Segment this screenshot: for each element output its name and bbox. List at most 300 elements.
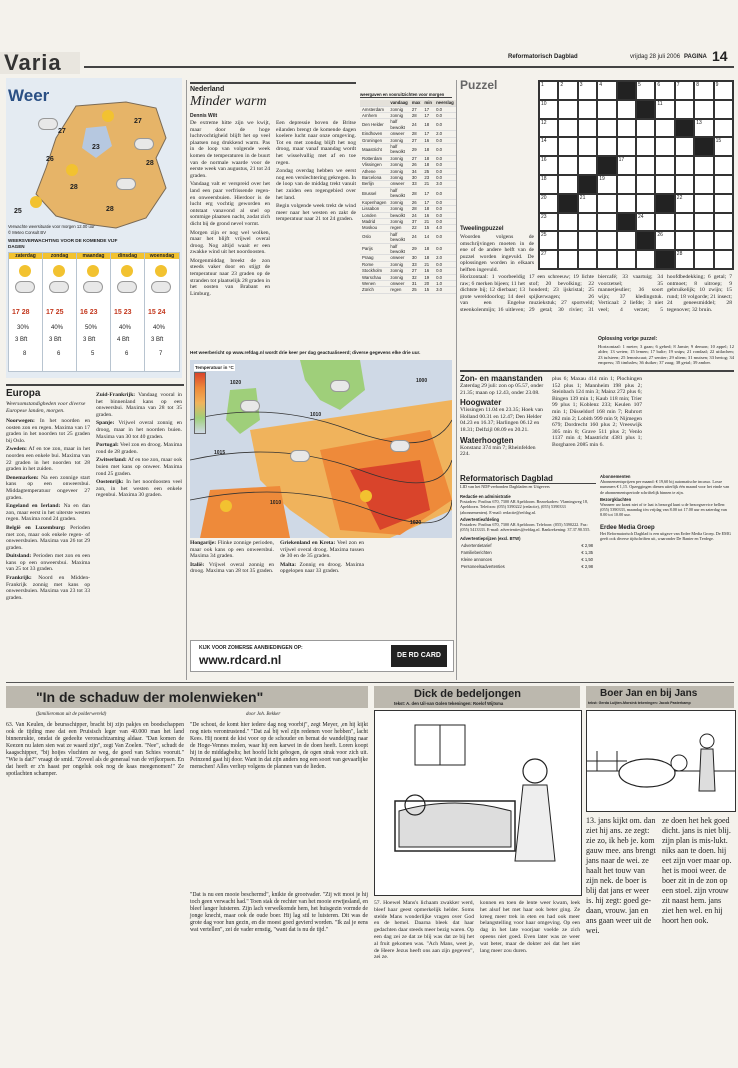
comic2-title-bar	[586, 686, 734, 708]
puzzle-cell-number: 19	[599, 176, 605, 182]
europe-col-2	[96, 392, 182, 501]
europe-region: Zweden: Af en toe zon, maar in het noorden een enkele bui. Maxima van 22 graden in het noorden tot 28 graden in het zuiden.	[6, 446, 90, 473]
erdee-title: Erdee Media Groep	[600, 524, 655, 531]
puzzle-cell[interactable]	[714, 194, 733, 213]
comic2-credits: tekst: Gerda Luijten-Morsink tekeningen: Jacob Pasterkamp	[588, 701, 691, 705]
weather-panel	[6, 78, 182, 378]
outlook-row	[8, 252, 180, 370]
feuilleton-author: door Joh. Bekker	[246, 712, 281, 717]
map-cloud-1	[38, 118, 58, 130]
puzzle-cell	[694, 137, 713, 156]
map-cloud-3	[116, 178, 136, 190]
map-sun-3	[30, 196, 42, 208]
europe-region: Malta: Zonnig en droog. Maxima opgelopen naar 33 graden.	[280, 561, 364, 575]
nederland-article	[190, 82, 356, 358]
table-row: Zürich regen 25 15 3.0	[360, 287, 456, 293]
feuilleton-title-bar	[6, 686, 368, 708]
puzzle-cell[interactable]	[597, 250, 616, 269]
outlook-wind: 4 Bft	[117, 337, 130, 343]
outlook-cloud-icon	[49, 281, 69, 293]
table-row: Groningen zonnig 27 16 0.0	[360, 137, 456, 143]
cow-body	[619, 759, 675, 787]
puzzle-cell[interactable]	[578, 194, 597, 213]
colophon-section-text: Wanneer uw krant niet of te laat is bezorgd kunt u de bezorgservice bellen: (055) 5390333, maandag t/m vrijdag van 8.00 tot 17.00 uur en zaterdag van 8.00 tot 10.00 uur.	[600, 502, 727, 518]
puzzle-cell[interactable]	[578, 250, 597, 269]
puzzle-cell[interactable]	[539, 250, 558, 269]
outlook-day	[110, 252, 145, 372]
table-row: Amsterdam zonnig 27 17 0.0	[360, 106, 456, 112]
puzzle-cell[interactable]	[558, 250, 577, 269]
puzzle-cell	[655, 194, 674, 213]
puzzle-cell-number: 22	[676, 194, 683, 201]
puzzle-cell-number: 26	[657, 232, 663, 239]
outlook-day	[42, 252, 77, 372]
outlook-rain: 30%	[17, 325, 30, 331]
europe-intro: Weersomstandigheden voor diverse Europese landen, morgen.	[6, 401, 86, 414]
puzzle-cell[interactable]	[694, 194, 713, 213]
page-label: PAGINA	[684, 54, 707, 60]
table-row: Parijs half bewolkt 29 18 0.0	[360, 243, 456, 255]
map-cloud-icon	[240, 400, 260, 412]
nederland-kicker: Nederland	[190, 82, 356, 93]
article-paragraph: De extreme hitte zijn we kwijt, maar door de hoge luchtvochtigheid blijft het op veel plaatsen nog drukkend warm. Pas in de loop van volgende week komen de temperaturen in de buurt van de normale waarde voor de eerste week van augustus, 21 tot 24 graden.	[190, 120, 270, 179]
article-paragraph: Vandaag valt er verspreid over het land een paar verfrissende regen- en onweersbuien. Hierdoor is de lucht erg vochtig geworden en ontstaat vanavond al snel op sommige plaatsen nacht, zodat zich dicht bij de grond nevel vormt.	[190, 181, 270, 227]
puzzle-cell[interactable]	[636, 194, 655, 213]
weather-table-title: weergaven en vooruitzichten voor morgen	[360, 92, 452, 98]
isobar-label: 1020	[410, 520, 422, 526]
outlook-cloud-icon	[151, 281, 171, 293]
article-paragraph: Zondag overdag hebben we eerst nog een verslechtering gekregen. In de loop van de middag trekt vanuit het zuiden een regengebied over het land.	[276, 168, 356, 201]
ad-logo: DE RD CARD	[391, 645, 447, 667]
colophon	[460, 474, 734, 684]
nederland-col-2	[276, 120, 356, 225]
puzzle-cell[interactable]	[578, 119, 597, 138]
outlook-rain: 40%	[119, 325, 132, 331]
map-temp-7: 26	[46, 156, 54, 163]
column-divider	[186, 80, 187, 680]
puzzle-cell[interactable]	[655, 81, 674, 100]
puzzle-instructions: Woorden volgens de omschrijvingen moeten in de ene of de andere helft van de puzzel worden ingevuld. De oplossingen worden in elkaars helften ingevuld.	[460, 234, 534, 273]
puzzle-cell[interactable]	[617, 194, 636, 213]
outlook-sun-icon	[87, 265, 99, 277]
puzzle-cell[interactable]	[675, 156, 694, 175]
puzzle-cell-number: 4	[599, 82, 602, 88]
puzzle-cell[interactable]	[578, 156, 597, 175]
comic-boer-jan	[586, 686, 734, 1064]
puzzle-cell	[578, 175, 597, 194]
puzzle-cell[interactable]	[694, 100, 713, 119]
table-row: Berlijn onweer 33 21 3.0	[360, 181, 456, 187]
outlook-temp: 16 23	[80, 309, 98, 316]
puzzle-cell[interactable]	[655, 175, 674, 194]
outlook-rain: 40%	[51, 325, 64, 331]
map-legend-title: Temperatuur in °C	[195, 365, 234, 370]
puzzle-cell[interactable]	[655, 137, 674, 156]
europe-section	[6, 384, 184, 656]
table-row: Athene zonnig 34 25 0.0	[360, 168, 456, 174]
puzzle-cell[interactable]	[636, 81, 655, 100]
zon-text: Zaterdag 29 juli: zon op 05.57, onder 21.35; maan op 12.43, onder 23.08.	[460, 383, 544, 396]
rdcard-ad[interactable]	[190, 640, 454, 672]
colophon-tagline: LID van het NDP verbonden Dagbladen en Uitgevers	[460, 484, 550, 489]
comic2-title: Boer Jan en bij Jans	[600, 688, 698, 699]
puzzle-cell[interactable]	[714, 175, 733, 194]
table-row: Kopenhagen zonnig 26 17 0.0	[360, 199, 456, 205]
outlook-temp: 17 28	[12, 309, 30, 316]
map-sun-icon	[360, 490, 372, 502]
europe-region: Zwitserland: Af en toe zon, maar ook buien met kans op onweer. Maxima rond 25 graden.	[96, 457, 182, 477]
puzzle-cell[interactable]	[694, 156, 713, 175]
puzzle-cell[interactable]	[655, 100, 674, 119]
puzzle-cell-number: 11	[657, 100, 663, 107]
puzzle-cell[interactable]	[597, 213, 616, 232]
puzzle-cell[interactable]	[655, 231, 674, 250]
puzzle-cell[interactable]	[539, 156, 558, 175]
ad-slogan: KIJK VOOR ZOMERSE AANBIEDINGEN OP:	[199, 645, 303, 651]
puzzle-cell[interactable]	[558, 213, 577, 232]
puzzle-clues: Horizontaal: 1 voorbeeldig raw; 6 merken bijeen; 11 het dichtste bij; 12 dierbaar; 13 grote wereldoorlog; 14 deel van een Engelse steenkolenmijn; 16 uitleven; 17 een schreeuw; 19 lichte stof; 20 bevolking; 22 honderd; 23 ijskristal; 25 spijkerwagen; 26 muziekstuk; 27 sportveld; 29 getal; 30 rivier; 31 biercafé; 33 vaartuig; 34 voorzetsel; 35 mannetjesdier; 36 soort wijn; 37 kledingstuk. Verticaal: 2 liefde; 3 niet veel; 4 verzet; 5 hoofdbedekking; 6 getal; 7 ontmoet; 8 uitroep; 9 gebruikelijk; 10 zwijn; 15 rund; 18 volgorde; 21 insect; 24 geneesmiddel; 28 tegenover; 32 bruin.	[460, 274, 732, 313]
puzzle-cell-number: 23	[541, 213, 547, 220]
rates-table	[460, 542, 594, 571]
outlook-rain: 50%	[85, 325, 98, 331]
europe-region: Noorwegen: In het noorden en oosten zon en regen. Maxima van 17 graden in het noorden tot 25 graden bij Oslo.	[6, 418, 90, 444]
table-row: Maastricht half bewolkt 29 18 0.0	[360, 144, 456, 156]
puzzle-cell-number: 13	[696, 119, 702, 126]
comic-drawing	[374, 710, 582, 896]
puzzle-cell[interactable]	[617, 100, 636, 119]
puzzle-cell-number: 10	[541, 100, 547, 107]
puzzle-cell[interactable]	[558, 175, 577, 194]
puzzle-cell[interactable]	[578, 81, 597, 100]
table-row: Eindhoven onweer 28 17 2.0	[360, 131, 456, 137]
farmer-body	[699, 749, 715, 791]
weather-table-footer: Het weerbericht op www.refdag.nl wordt drie keer per dag geactualiseerd; diverse gegevens elke drie uur.	[190, 350, 421, 355]
table-row: Praag onweer 30 18 2.0	[360, 255, 456, 261]
europe-region: België en Luxemburg: Perioden met zon, maar ook enkele regen- of onweersbuien. Maxima van 26 tot 29 graden.	[6, 524, 90, 551]
map-temp-5: 25	[14, 208, 22, 215]
puzzle-cell-number: 12	[541, 119, 547, 126]
outlook-sun-hours: 8	[23, 351, 27, 357]
europe-region: Oostenrijk: In het noordoosten veel zon, in het westen een enkele regenbui. Maxima 30 graden.	[96, 479, 182, 499]
puzzle-cell[interactable]	[597, 175, 616, 194]
feuilleton-col: "Dat is nu een mooie beschermd", knikte de grootvader. "Zij wit mooi je hij toch geen verwacht had." Toen stak de rechter van het mooie erwtjesland, en bleef langer luisteren. Zijn lach verwelkomde hem, het huisgezin vormde de jonge knecht, maar ook de oude boer. Hij lag stil te luisteren. Dit was de grote dag voor hun gezin, en die moest goed gevierd worden. "Ik zal je eens wat vertellen", zei de vader ernstig, "want dat is nu de tijd."	[190, 892, 368, 933]
header-rule	[84, 66, 734, 68]
puzzle-cell[interactable]	[636, 137, 655, 156]
puzzle-grid[interactable]	[538, 80, 734, 270]
puzzle-cell[interactable]	[597, 119, 616, 138]
nederland-title: Minder warm	[190, 94, 267, 109]
europe-col-4	[280, 540, 364, 577]
map-temp-3: 28	[146, 160, 154, 167]
puzzle-cell-number: 15	[715, 138, 722, 145]
puzzle-cell[interactable]	[636, 250, 655, 269]
outlook-title: WEERSVERWACHTING VOOR DE KOMENDE VIJF DAGEN	[8, 238, 118, 249]
column-divider	[456, 80, 457, 680]
puzzle-cell[interactable]	[558, 100, 577, 119]
puzzle-cell[interactable]	[694, 119, 713, 138]
ad-url[interactable]: www.rdcard.nl	[199, 653, 282, 667]
europe-map-svg	[190, 360, 452, 538]
nederland-col-1	[190, 120, 270, 299]
outlook-temp: 15 23	[114, 309, 132, 316]
outlook-temp: 17 25	[46, 309, 64, 316]
puzzle-cell-number: 7	[676, 82, 680, 88]
comic2-verse-right: ze doen het hek goed dicht. jans is niet blij. zijn plan is mis-lukt. niks aan te doen. hij eet zijn voer maar op. het is mooi weer. de boer zit in de zon op een stoel. zijn vrouw zit naast hem. jans ziet hen wel. en hij hoort hen ook.	[662, 816, 732, 925]
puzzle-cell[interactable]	[714, 137, 733, 156]
puzzle-cell[interactable]	[714, 100, 733, 119]
puzzle-cell[interactable]	[675, 137, 694, 156]
puzzle-cell[interactable]	[558, 119, 577, 138]
puzzle-cell[interactable]	[675, 250, 694, 269]
map-cloud-2	[134, 138, 154, 150]
outlook-day	[144, 252, 180, 372]
table-row: Brussel half bewolkt 28 17 0.0	[360, 187, 456, 199]
outlook-wind: 3 Bft	[83, 337, 96, 343]
waterhoogten-text: Konstanz 374 min 7; Rheinfelden 224.	[460, 444, 536, 458]
rates-title: Advertentieprijzen (excl. BTW)	[460, 536, 521, 542]
outlook-wind: 3 Bft	[15, 337, 28, 343]
outlook-sun-icon	[121, 265, 133, 277]
europe-region: Denemarken: Na een zonnige start kans op een onweersbui. Middagtemperatuur ongeveer 27 graden.	[6, 474, 90, 501]
europe-region: Griekenland en Kreta: Veel zon en vrijwel overal droog. Maxima tussen de 30 en de 35 graden.	[280, 540, 364, 560]
puzzle-cell[interactable]	[578, 137, 597, 156]
outlook-cloud-icon	[117, 281, 137, 293]
puzzle-cell[interactable]	[539, 137, 558, 156]
puzzle-cell[interactable]	[694, 250, 713, 269]
puzzle-cell[interactable]	[597, 81, 616, 100]
puzzle-cell[interactable]	[714, 213, 733, 232]
puzzle-cell[interactable]	[694, 81, 713, 100]
zon-section	[460, 370, 734, 470]
outlook-sun-icon	[53, 265, 65, 277]
puzzle-cell[interactable]	[675, 194, 694, 213]
puzzle-cell[interactable]	[539, 119, 558, 138]
europe-region: Engeland en Ierland: Na en dan zon, maar eerst in het uiterste westen regen. Maxima rond 24 graden.	[6, 503, 90, 523]
puzzle-cell[interactable]	[675, 175, 694, 194]
outlook-sun-hours: 6	[57, 351, 61, 357]
puzzle-cell[interactable]	[675, 100, 694, 119]
outlook-day	[8, 252, 43, 372]
table-row: Moskou regen 22 15 4.0	[360, 225, 456, 231]
table-row: Warschau zonnig 32 19 0.0	[360, 274, 456, 280]
puzzle-cell[interactable]	[617, 156, 636, 175]
table-row: Rome zonnig 33 21 0.0	[360, 261, 456, 267]
iberia-land	[200, 486, 290, 538]
table-row: Oslo half bewolkt 24 14 0.0	[360, 231, 456, 243]
puzzle-cell[interactable]	[539, 100, 558, 119]
puzzle-cell[interactable]	[675, 213, 694, 232]
puzzle-cell	[558, 194, 577, 213]
puzzle-cell	[617, 213, 636, 232]
comic-caption-2: konnen en toen de lente weer kwam, leek het alsof het met haar ook beter ging. Ze kreeg meer trek in eten en had ook meer belangstelling voor haar omgeving. Op een dag in het late voorjaar voelde ze zich opeens niet goed. Even later was ze weer wat beter, maar de dokter zei dat het niet lang meer zou duren.	[480, 900, 580, 954]
table-row: Arnhem zonnig 28 17 0.0	[360, 113, 456, 119]
puzzle-cell[interactable]	[539, 81, 558, 100]
puzzle-cell[interactable]	[578, 231, 597, 250]
outlook-sun-icon	[155, 265, 167, 277]
colophon-section-title: Abonnementen	[600, 474, 631, 479]
europe-weather-map	[190, 360, 452, 538]
page-header	[0, 0, 738, 74]
figure-body	[515, 785, 555, 861]
colophon-col-1	[460, 492, 594, 570]
table-row: Wenen onweer 31 20 1.0	[360, 280, 456, 286]
colophon-section-text: Postadres: Postbus 670, 7300 AR Apeldoorn. Telefoon: (055) 5390222. Fax: (055) 5413333. E-mail: advertenties@refdag.nl. Bankrekening: 37.37.90.555.	[460, 522, 591, 533]
table-row: Den Helder half bewolkt 24 18 0.0	[360, 119, 456, 131]
weather-table-block	[360, 92, 452, 348]
puzzle-cell	[617, 81, 636, 100]
puzzle-cell[interactable]	[578, 100, 597, 119]
puzzle-cell-number: 16	[541, 157, 547, 164]
outlook-sun-hours: 5	[91, 351, 95, 357]
outlook-wind: 3 Bft	[49, 337, 62, 343]
puzzle-cell-number: 20	[541, 194, 547, 201]
colophon-brand: Reformatorisch Dagblad	[460, 474, 596, 484]
puzzle-cell-number: 6	[657, 82, 661, 88]
puzzle-cell[interactable]	[636, 175, 655, 194]
puzzle-cell[interactable]	[714, 119, 733, 138]
puzzle-cell[interactable]	[617, 231, 636, 250]
puzzle-cell[interactable]	[714, 156, 733, 175]
table-row: Vlissingen zonnig 26 18 0.0	[360, 162, 456, 168]
puzzle-cell[interactable]	[597, 100, 616, 119]
puzzle-cell[interactable]	[539, 194, 558, 213]
map-sun-2	[66, 164, 78, 176]
puzzle-cell[interactable]	[655, 119, 674, 138]
puzzle-cell[interactable]	[558, 231, 577, 250]
puzzle-cell[interactable]	[636, 156, 655, 175]
puzzle-cell[interactable]	[617, 175, 636, 194]
puzzle-cell-number: 28	[676, 251, 683, 258]
table-row: Familieberichten € 1,35	[461, 549, 593, 555]
farmer-head	[700, 734, 714, 748]
map-caption: Verwachte weersituatie voor morgen 12.00 uur	[8, 224, 95, 229]
puzzle-cell-number: 21	[579, 194, 586, 201]
puzzle-cell-number: 5	[638, 82, 641, 88]
outlook-cloud-icon	[83, 281, 103, 293]
erdee-text: Het Reformatorisch Dagblad is een uitgave van Erdee Media Groep. De EMG geeft ook diverse tijdschriften uit, waaronder De Banier en Terdege.	[600, 530, 731, 542]
puzzle-cell[interactable]	[636, 119, 655, 138]
comic-credits: tekst: A. den Uil-van Golen tekeningen: Roelof Wijtsma	[394, 701, 504, 706]
map-sun-icon	[220, 500, 232, 512]
weather-table-header: vandaag max min neerslag	[360, 100, 456, 106]
isobar-label: 1020	[230, 380, 242, 386]
puzzle-cell[interactable]	[714, 250, 733, 269]
puzzle-cell[interactable]	[714, 81, 733, 100]
puzzle-cell[interactable]	[539, 213, 558, 232]
table-row: Rotterdam zonnig 27 18 0.0	[360, 155, 456, 161]
map-temp-2: 23	[92, 144, 100, 151]
puzzle-cell[interactable]	[617, 250, 636, 269]
map-temp-1: 27	[58, 128, 66, 135]
map-cloud-icon	[330, 380, 350, 392]
table-row: Londen bewolkt 24 16 0.0	[360, 212, 456, 218]
europe-region: Zuid-Frankrijk: Vandaag vooral in het binnenland kans op een onweersbui. Maxima van 28 tot 35 graden.	[96, 392, 182, 418]
isobar-label: 1010	[270, 500, 282, 506]
europe-region: Duitsland: Perioden met zon en een kans op een onweersbui. Maxima van 25 tot 33 graden.	[6, 553, 90, 573]
outlook-day-name: zaterdag	[9, 253, 42, 259]
article-paragraph: Begin volgende week trekt de wind meer naar het westen en zakt de temperatuur naar 21 tot 24 graden.	[276, 203, 356, 223]
puzzle-cell[interactable]	[539, 231, 558, 250]
puzzle-cell[interactable]	[636, 213, 655, 232]
puzzle-cell[interactable]	[617, 119, 636, 138]
puzzle-section	[460, 78, 734, 368]
comic-title: Dick de bedeljongen	[414, 688, 521, 700]
puzzle-cell	[636, 231, 655, 250]
article-paragraph: Morgen zijn er nog wel wolken, maar het blijft vrijwel overal droog. Nog altijd waait er een zwakke wind uit het noordoosten.	[190, 229, 270, 256]
table-row: Stockholm zonnig 27 16 0.0	[360, 268, 456, 274]
colophon-section-title: Redactie en administratie	[460, 494, 511, 499]
paper-name: Reformatorisch Dagblad	[508, 54, 578, 60]
puzzle-cell[interactable]	[675, 81, 694, 100]
puzzle-cell[interactable]	[694, 175, 713, 194]
puzzle-cell[interactable]	[675, 231, 694, 250]
feuilleton	[6, 686, 368, 1064]
puzzle-cell-number: 3	[579, 82, 583, 88]
puzzle-cell[interactable]	[597, 137, 616, 156]
puzzle-cell[interactable]	[558, 156, 577, 175]
puzzle-cell[interactable]	[558, 137, 577, 156]
isobar-label: 1010	[310, 412, 322, 418]
puzzle-cell[interactable]	[597, 231, 616, 250]
puzzle-cell[interactable]	[617, 137, 636, 156]
puzzle-cell[interactable]	[655, 213, 674, 232]
map-cloud-icon	[390, 440, 410, 452]
outlook-sun-hours: 7	[159, 351, 163, 357]
comic2-drawing	[586, 710, 736, 812]
puzzle-cell-number: 9	[715, 82, 719, 88]
comic-title-bar	[374, 686, 580, 708]
puzzle-cell[interactable]	[539, 175, 558, 194]
puzzle-cell-number: 24	[638, 213, 644, 220]
europe-col-3	[190, 540, 274, 577]
puzzle-cell-number: 14	[541, 138, 547, 145]
colophon-section-text: Abonnementsprijzen per maand: € 19,60 bij automatische incasso. Losse nummers € 1,15. Opzeggingen dienen uiterlijk één maand voor het einde van de abonnementsperiode schriftelijk binnen te zijn.	[600, 479, 730, 495]
colophon-section-title: Advertentieafdeling	[460, 516, 500, 522]
feuilleton-col: 63. Van Keulen, de beursschipper, bracht bij zijn pakjes en boodschappen ook de tijding mee dat een Pruisisch leger van 40.000 man het land binnenrukte, omdat de gedeelte veronachtzaming aldaar. "Dan komen de Keezen nu laten sien wat ze waard zijn", zegt Van Zoelen. "Nee", schudt de kaagschipper, "bij hoijes vluchten ze weg, de goed van Schies vooruit." "Wie is dat?" vraagt de smid. "Zoveel als de generaal van de vrijkorpsen. En dat heeft er z'n haast per ongeluk ook nog de kaas meegenomen!" Ze spotlachten schamper.	[6, 722, 184, 777]
outlook-temp: 15 24	[148, 309, 166, 316]
puzzle-cell[interactable]	[714, 231, 733, 250]
map-source: © Meteo Consult BV	[8, 230, 46, 235]
waterhoogten-title: Waterhoogten	[460, 435, 514, 445]
europe-region: Portugal: Veel zon en droog. Maxima rond de 28 graden.	[96, 442, 182, 455]
feuilleton-subtitle: (familieroman uit de polderwereld)	[36, 712, 107, 717]
puzzle-cell	[636, 100, 655, 119]
europe-region: Hongarije: Flinke zonnige perioden, maar ook kans op een onweersbui. Maxima 34 graden.	[190, 540, 274, 560]
table-row: Lissabon zonnig 28 18 0.0	[360, 206, 456, 212]
puzzle-cell[interactable]	[694, 213, 713, 232]
puzzle-cell[interactable]	[558, 81, 577, 100]
map-cloud-icon	[290, 450, 310, 462]
hoogwater-title: Hoogwater	[460, 398, 502, 408]
puzzle-cell-number: 27	[541, 251, 547, 258]
weather-table	[360, 100, 456, 294]
puzzle-cell-number: 1	[541, 82, 544, 88]
puzzle-cell[interactable]	[597, 194, 616, 213]
map-temp-4: 28	[70, 184, 78, 191]
article-paragraph: Morgenmiddag breekt de zon steeds vaker door en stijgt de temperatuur naar 23 graden op de stranden tot plaatselijk 28 graden in het oosten van Brabant en Limburg.	[190, 257, 271, 297]
puzzle-cell[interactable]	[694, 231, 713, 250]
figure-head	[523, 759, 547, 783]
europe-title: Europa	[6, 384, 184, 399]
outlook-sun-icon	[19, 265, 31, 277]
comic-illustration	[375, 711, 581, 895]
puzzle-cell[interactable]	[578, 213, 597, 232]
europe-col-1	[6, 418, 90, 603]
isobar-label: 1000	[416, 378, 428, 384]
europe-region: Frankrijk: Noord en Midden-Frankrijk zonnig met kans op onweersbuien. Maxima van 23 tot 33 graden.	[6, 575, 90, 601]
puzzle-cell[interactable]	[655, 156, 674, 175]
outlook-sun-hours: 6	[125, 351, 129, 357]
